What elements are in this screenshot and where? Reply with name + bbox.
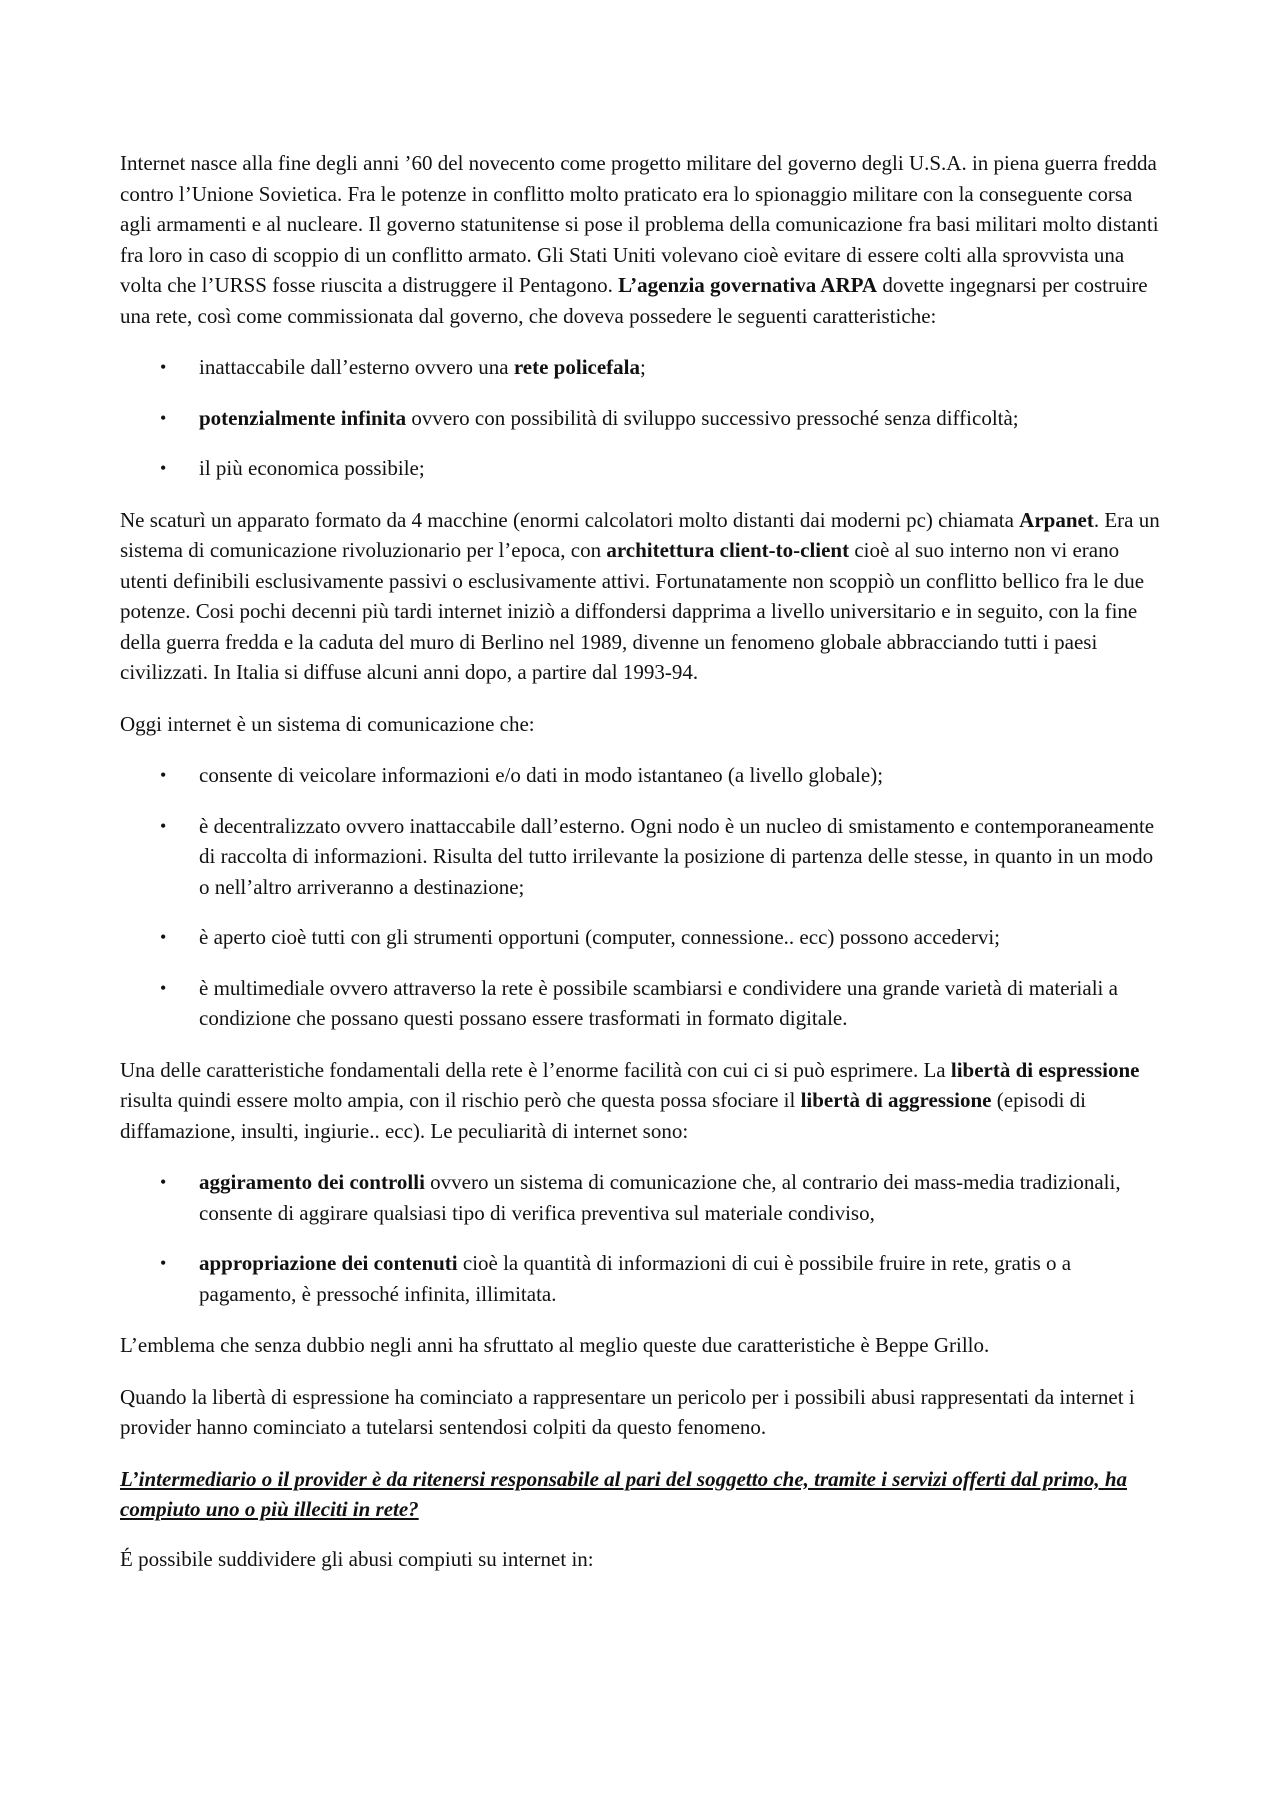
arpanet-text-3: cioè al suo interno non vi erano utenti definibili esclusivamente passivi o esclusivamente attivi. Fortunatamente non scoppiò un conflitto bellico fra le due potenze. Cosi pochi decenni più tardi internet iniziò a diffondersi dapprima a livello universitario e in seguito, con la fine della guerra fredda e la caduta del muro di Berlino nel 1989, divenne un fenomeno globale abbracciando tutti i paesi civilizzati. In Italia si diffuse alcuni anni dopo, a partire dal 1993-94. bbox=[120, 538, 1145, 684]
features-list bbox=[120, 760, 1165, 1034]
intro-text-1: Internet nasce alla fine degli anni ’60 del novecento come progetto militare del governo degli U.S.A. in piena guerra fredda contro l’Unione Sovietica. Fra le potenze in conflitto molto praticato era lo spionaggio militare con la conseguente corsa agli armamenti e al nucleare. Il governo statunitense si pose il problema della comunicazione fra basi militari molto distanti fra loro in caso di scoppio di un conflitto armato. Gli Stati Uniti volevano cioè evitare di essere colti alla sprovvista una volta che l’URSS fosse riuscita a distruggere il Pentagono. bbox=[120, 151, 1159, 297]
liberta-bold-aggressione: libertà di aggressione bbox=[800, 1088, 992, 1112]
list-item-text: il più economica possibile; bbox=[199, 456, 425, 480]
bullet-icon: • bbox=[160, 1253, 167, 1273]
bullet-icon: • bbox=[160, 815, 167, 836]
liberta-paragraph bbox=[120, 1055, 1165, 1147]
abusi-paragraph: É possibile suddividere gli abusi compiuti su internet in: bbox=[120, 1546, 594, 1571]
intro-paragraph bbox=[120, 148, 1165, 331]
liberta-text-2: risulta quindi essere molto ampia, con il rischio però che questa possa sfociare il bbox=[120, 1088, 801, 1112]
arpanet-text-1: Ne scaturì un apparato formato da 4 macchine (enormi calcolatori molto distanti dai moderni pc) chiamata bbox=[120, 507, 1020, 532]
liberta-text-1: Una delle caratteristiche fondamentali della rete è l’enorme facilità con cui ci si può esprimere. La bbox=[120, 1057, 951, 1082]
arpanet-bold-architecture: architettura client-to-client bbox=[606, 538, 850, 562]
arpanet-paragraph bbox=[120, 505, 1165, 688]
liberta-text-3: (episodi di diffamazione, insulti, ingiurie.. ecc). Le peculiarità di internet sono: bbox=[120, 1088, 1087, 1143]
list-item bbox=[120, 760, 1165, 791]
intro-bold-arpa: L’agenzia governativa ARPA bbox=[618, 273, 878, 297]
list-item-text: è aperto cioè tutti con gli strumenti opportuni (computer, connessione.. ecc) possono accedervi; bbox=[199, 925, 1000, 949]
bullet-icon: • bbox=[160, 977, 167, 998]
oggi-paragraph: Oggi internet è un sistema di comunicazione che: bbox=[120, 711, 535, 736]
list-item-bold: appropriazione dei contenuti bbox=[199, 1251, 458, 1275]
emblema-paragraph: L’emblema che senza dubbio negli anni ha sfruttato al meglio queste due caratteristiche è Beppe Grillo. bbox=[120, 1333, 990, 1357]
list-item-text: è multimediale ovvero attraverso la rete è possibile scambiarsi e condividere una grande varietà di materiali a condizione che possano questi possano essere trasformati in formato digitale. bbox=[199, 975, 1118, 1030]
list-item bbox=[120, 352, 1165, 383]
arpanet-text-2: . Era un sistema di comunicazione rivoluzionario per l’epoca, con bbox=[120, 507, 1160, 562]
arpanet-bold-name: Arpanet bbox=[1019, 507, 1094, 532]
list-item bbox=[120, 973, 1165, 1034]
provider-paragraph: Quando la libertà di espressione ha cominciato a rappresentare un pericolo per i possibili abusi rappresentati da internet i provider hanno cominciato a tutelarsi sentendosi colpiti da questo fenomeno. bbox=[120, 1384, 1135, 1439]
bullet-icon: • bbox=[160, 407, 167, 428]
list-item-bold: rete policefala bbox=[513, 355, 641, 379]
bullet-icon: • bbox=[160, 357, 167, 377]
list-item bbox=[120, 811, 1165, 903]
list-item bbox=[120, 403, 1165, 434]
list-item-text: cioè la quantità di informazioni di cui è possibile fruire in rete, gratis o a pagamento, è pressoché infinita, illimitata. bbox=[199, 1251, 1072, 1306]
liberta-bold-espressione: libertà di espressione bbox=[950, 1057, 1140, 1082]
list-item bbox=[120, 1248, 1165, 1309]
list-item bbox=[120, 453, 1165, 484]
list-item-bold: potenzialmente infinita bbox=[199, 405, 407, 430]
list-item-text: è decentralizzato ovvero inattaccabile dall’esterno. Ogni nodo è un nucleo di smistamento e contemporaneamente di raccolta di informazioni. Risulta del tutto irrilevante la posizione di partenza delle stesse, in quanto in un modo o nell’altro arriveranno a destinazione; bbox=[199, 813, 1155, 899]
list-item-text: consente di veicolare informazioni e/o dati in modo istantaneo (a livello globale); bbox=[199, 763, 884, 787]
list-item bbox=[120, 922, 1165, 953]
document-page bbox=[120, 148, 1165, 1595]
bullet-icon: • bbox=[160, 765, 167, 785]
bullet-icon: • bbox=[160, 1172, 167, 1192]
question-heading: L’intermediario o il provider è da ritenersi responsabile al pari del soggetto che, tramite i servizi offerti dal primo, ha compiuto uno o più illeciti in rete? bbox=[120, 1466, 1128, 1521]
characteristics-list bbox=[120, 352, 1165, 484]
bullet-icon: • bbox=[160, 458, 167, 478]
bullet-icon: • bbox=[160, 927, 167, 947]
intro-text-2: dovette ingegnarsi per costruire una rete, così come commissionata dal governo, che doveva possedere le seguenti caratteristiche: bbox=[120, 273, 1148, 328]
list-item-text: inattaccabile dall’esterno ovvero una bbox=[199, 355, 514, 379]
list-item-text: ovvero un sistema di comunicazione che, al contrario dei mass-media tradizionali, consente di aggirare qualsiasi tipo di verifica preventiva sul materiale condiviso, bbox=[199, 1170, 1121, 1225]
peculiarities-list bbox=[120, 1167, 1165, 1309]
list-item bbox=[120, 1167, 1165, 1228]
list-item-text: ovvero con possibilità di sviluppo successivo pressoché senza difficoltà; bbox=[406, 405, 1019, 430]
list-item-text: ; bbox=[640, 355, 646, 379]
list-item-bold: aggiramento dei controlli bbox=[199, 1170, 425, 1194]
